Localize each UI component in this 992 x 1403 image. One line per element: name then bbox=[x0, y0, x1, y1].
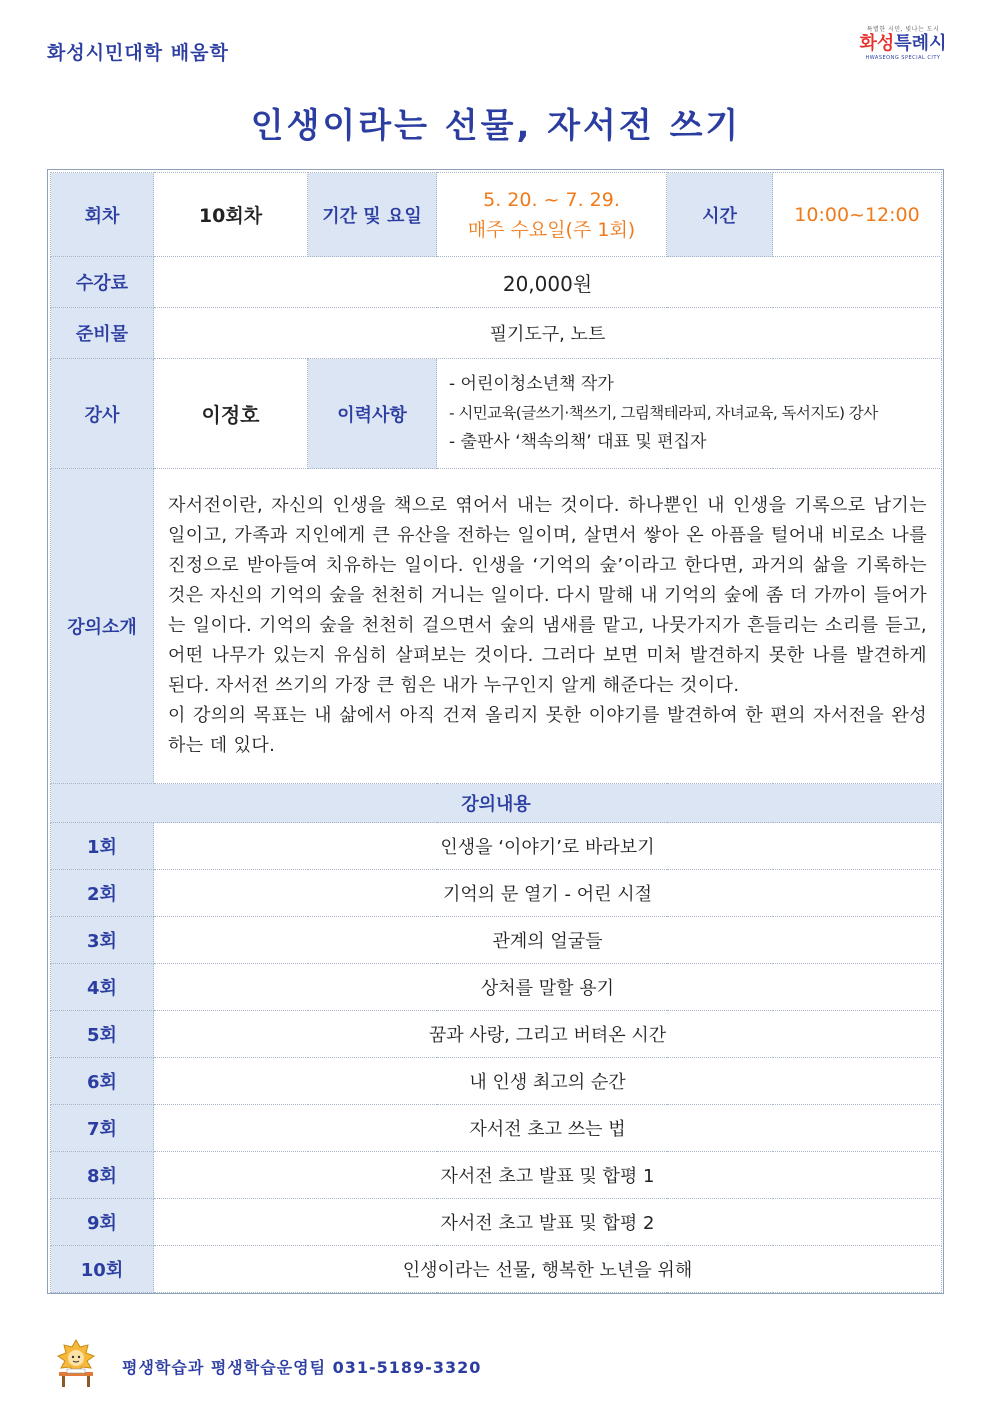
session-topic: 꿈과 사랑, 그리고 버텨온 시간 bbox=[154, 1011, 942, 1058]
table-row bbox=[51, 870, 942, 917]
session-number: 7회 bbox=[51, 1105, 154, 1152]
session-topic: 인생이라는 선물, 행복한 노년을 위해 bbox=[154, 1246, 942, 1293]
session-number: 10회 bbox=[51, 1246, 154, 1293]
page-title: 인생이라는 선물, 자서전 쓰기 bbox=[250, 106, 742, 146]
table-row bbox=[51, 1246, 942, 1293]
session-number: 3회 bbox=[51, 917, 154, 964]
table-row bbox=[51, 1199, 942, 1246]
fee-value: 20,000원 bbox=[154, 257, 942, 308]
row-schedule bbox=[51, 173, 942, 257]
table-row bbox=[51, 1011, 942, 1058]
session-number: 4회 bbox=[51, 964, 154, 1011]
career-label: 이력사항 bbox=[308, 359, 437, 469]
session-topic: 자서전 초고 쓰는 법 bbox=[154, 1105, 942, 1152]
session-value: 10회차 bbox=[154, 173, 308, 257]
period-dates: 5. 20. ~ 7. 29. bbox=[483, 188, 620, 211]
org-title: 화성시민대학 배움학 bbox=[47, 42, 229, 64]
session-number: 1회 bbox=[51, 823, 154, 870]
session-topic: 인생을 ‘이야기’로 바라보기 bbox=[154, 823, 942, 870]
session-number: 5회 bbox=[51, 1011, 154, 1058]
mascot-icon bbox=[55, 1338, 97, 1388]
intro-paragraph: 이 강의의 목표는 내 삶에서 아직 건져 올리지 못한 이야기를 발견하여 한 편의 자서전을 완성하는 데 있다. bbox=[168, 705, 927, 756]
row-fee bbox=[51, 257, 942, 308]
fee-label: 수강료 bbox=[51, 257, 154, 308]
row-instructor bbox=[51, 359, 942, 469]
city-logo bbox=[858, 24, 948, 68]
logo-name-a: 화성 bbox=[859, 33, 895, 54]
instructor-label: 강사 bbox=[51, 359, 154, 469]
session-topic: 내 인생 최고의 순간 bbox=[154, 1058, 942, 1105]
period-label: 기간 및 요일 bbox=[308, 173, 437, 257]
session-number: 6회 bbox=[51, 1058, 154, 1105]
period-value bbox=[437, 173, 667, 257]
supplies-value: 필기도구, 노트 bbox=[154, 308, 942, 359]
logo-name bbox=[858, 33, 948, 55]
intro-text bbox=[154, 469, 942, 784]
session-topic: 관계의 얼굴들 bbox=[154, 917, 942, 964]
table-row bbox=[51, 917, 942, 964]
career-list bbox=[437, 359, 942, 469]
row-curriculum-header bbox=[51, 784, 942, 823]
session-topic: 기억의 문 열기 - 어린 시절 bbox=[154, 870, 942, 917]
intro-label: 강의소개 bbox=[51, 469, 154, 784]
logo-name-b: 특례시 bbox=[894, 33, 947, 54]
session-number: 8회 bbox=[51, 1152, 154, 1199]
table-row bbox=[51, 1058, 942, 1105]
session-number: 2회 bbox=[51, 870, 154, 917]
row-intro bbox=[51, 469, 942, 784]
intro-paragraph: 자서전이란, 자신의 인생을 책으로 엮어서 내는 것이다. 하나뿐인 내 인생을 기록으로 남기는 일이고, 가족과 지인에게 큰 유산을 전하는 일이며, 살면서 쌓아 온 아픔을 털어내 비로소 나를 진정으로 받아들여 치유하는 일이다. 인생을 ‘기억의 숲’이라고 한다면, 과거의 삶을 기록하는 것은 자신의 기억의 숲을 천천히 거니는 일이다. 다시 말해 내 기억의 숲에 좀 더 가까이 들어가는 일이다. 기억의 숲을 천천히 걸으면서 숲의 냄새를 맡고, 나뭇가지가 흔들리는 소리를 듣고, 어떤 나무가 있는지 유심히 살펴보는 것이다. 그러다 보면 미처 발견하지 못한 나를 발견하게 된다. 자서전 쓰기의 가장 큰 힘은 내가 누구인지 알게 해준다는 것이다. bbox=[168, 495, 927, 696]
table-row bbox=[51, 964, 942, 1011]
course-table bbox=[50, 172, 942, 1293]
period-days: 매주 수요일(주 1회) bbox=[467, 218, 636, 241]
curriculum-label: 강의내용 bbox=[51, 784, 942, 823]
logo-english: HWASEONG SPECIAL CITY bbox=[865, 55, 941, 61]
session-topic: 상처를 말할 용기 bbox=[154, 964, 942, 1011]
table-row bbox=[51, 1152, 942, 1199]
session-number: 9회 bbox=[51, 1199, 154, 1246]
session-label: 회차 bbox=[51, 173, 154, 257]
career-item: - 시민교육(글쓰기·책쓰기, 그림책테라피, 자녀교육, 독서지도) 강사 bbox=[449, 404, 878, 422]
row-supplies bbox=[51, 308, 942, 359]
time-label: 시간 bbox=[667, 173, 773, 257]
time-value: 10:00~12:00 bbox=[773, 173, 942, 257]
table-row bbox=[51, 823, 942, 870]
instructor-name: 이정호 bbox=[154, 359, 308, 469]
logo-slogan: 특별한 시민, 빛나는 도시 bbox=[866, 26, 940, 33]
footer-contact: 평생학습과 평생학습운영팀 031-5189-3320 bbox=[122, 1358, 482, 1377]
session-topic: 자서전 초고 발표 및 합평 2 bbox=[154, 1199, 942, 1246]
supplies-label: 준비물 bbox=[51, 308, 154, 359]
table-row bbox=[51, 1105, 942, 1152]
session-topic: 자서전 초고 발표 및 합평 1 bbox=[154, 1152, 942, 1199]
career-item: - 어린이청소년책 작가 bbox=[449, 374, 614, 394]
career-item: - 출판사 ‘책속의책’ 대표 및 편집자 bbox=[449, 432, 707, 452]
